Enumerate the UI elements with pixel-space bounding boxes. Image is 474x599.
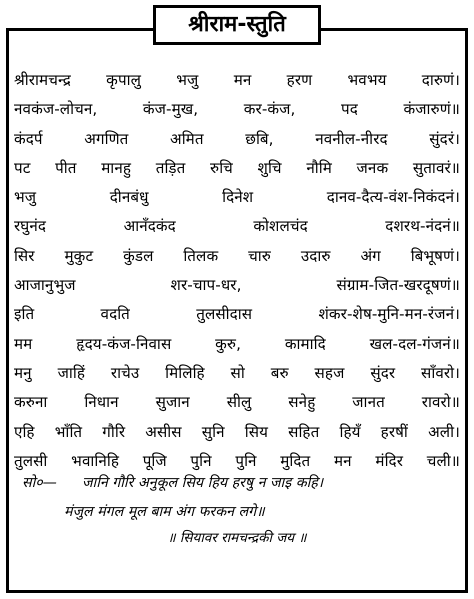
soratha-text-1: जानि गौरि अनुकूल सिय हिय हरषु न जाइ कहि। — [82, 475, 324, 491]
verse-line: आजानुभुज शर-चाप-धर, संग्राम-जित-खरदूषणं॥ — [14, 276, 460, 295]
soratha-block — [14, 469, 460, 527]
verse-line: कंदर्प अगणित अमित छबि, नवनील-नीरद सुंदरं। — [14, 129, 460, 148]
verse-line: मनु जाहिं राचेउ मिलिहि सो बरु सहज सुंदर साँवरो। — [14, 363, 460, 382]
verse-line: इति वदति तुलसीदास शंकर-शेष-मुनि-मन-रंजनं। — [14, 305, 460, 324]
verse-line: एहि भाँति गौरि असीस सुनि सिय सहित हियँ हरषीं अली। — [14, 422, 460, 441]
verse-line: तुलसी भवानिहि पूजि पुनि पुनि मुदित मन मंदिर चली॥ — [14, 451, 460, 470]
verse-line: सिर मुकुट कुंडल तिलक चारु उदारु अंग बिभूषणं। — [14, 246, 460, 265]
verse-line: मम हृदय-कंज-निवास कुरु, कामादि खल-दल-गंजनं॥ — [14, 334, 460, 353]
verse-line: पट पीत मानहु तड़ित रुचि शुचि नौमि जनक सुतावरं॥ — [14, 158, 460, 177]
soratha-label: सो०— — [22, 475, 57, 491]
verse-line: भजु दीनबंधु दिनेश दानव-दैत्य-वंश-निकंदनं। — [14, 188, 460, 207]
soratha-line-1 — [14, 469, 460, 498]
verse-line: करुना निधान सुजान सीलु सनेहु जानत रावरो॥ — [14, 393, 460, 412]
verse-list — [14, 66, 460, 476]
soratha-text-2: मंजुल मंगल मूल बाम अंग फरकन लगे॥ — [64, 504, 265, 520]
page-title — [153, 5, 321, 45]
title-text: श्रीराम-स्तुति — [188, 12, 286, 37]
verse-line: रघुनंद आनँदकंद कोशलचंद दशरथ-नंदनं॥ — [14, 217, 460, 236]
closing-chant: ॥ सियावर रामचन्द्रकी जय ॥ — [167, 530, 307, 546]
soratha-line-2 — [14, 498, 460, 527]
verse-line: श्रीरामचन्द्र कृपालु भजु मन हरण भवभय दारुणं। — [14, 71, 460, 89]
verse-line: नवकंज-लोचन, कंज-मुख, कर-कंज, पद कंजारुणं॥ — [14, 100, 460, 119]
